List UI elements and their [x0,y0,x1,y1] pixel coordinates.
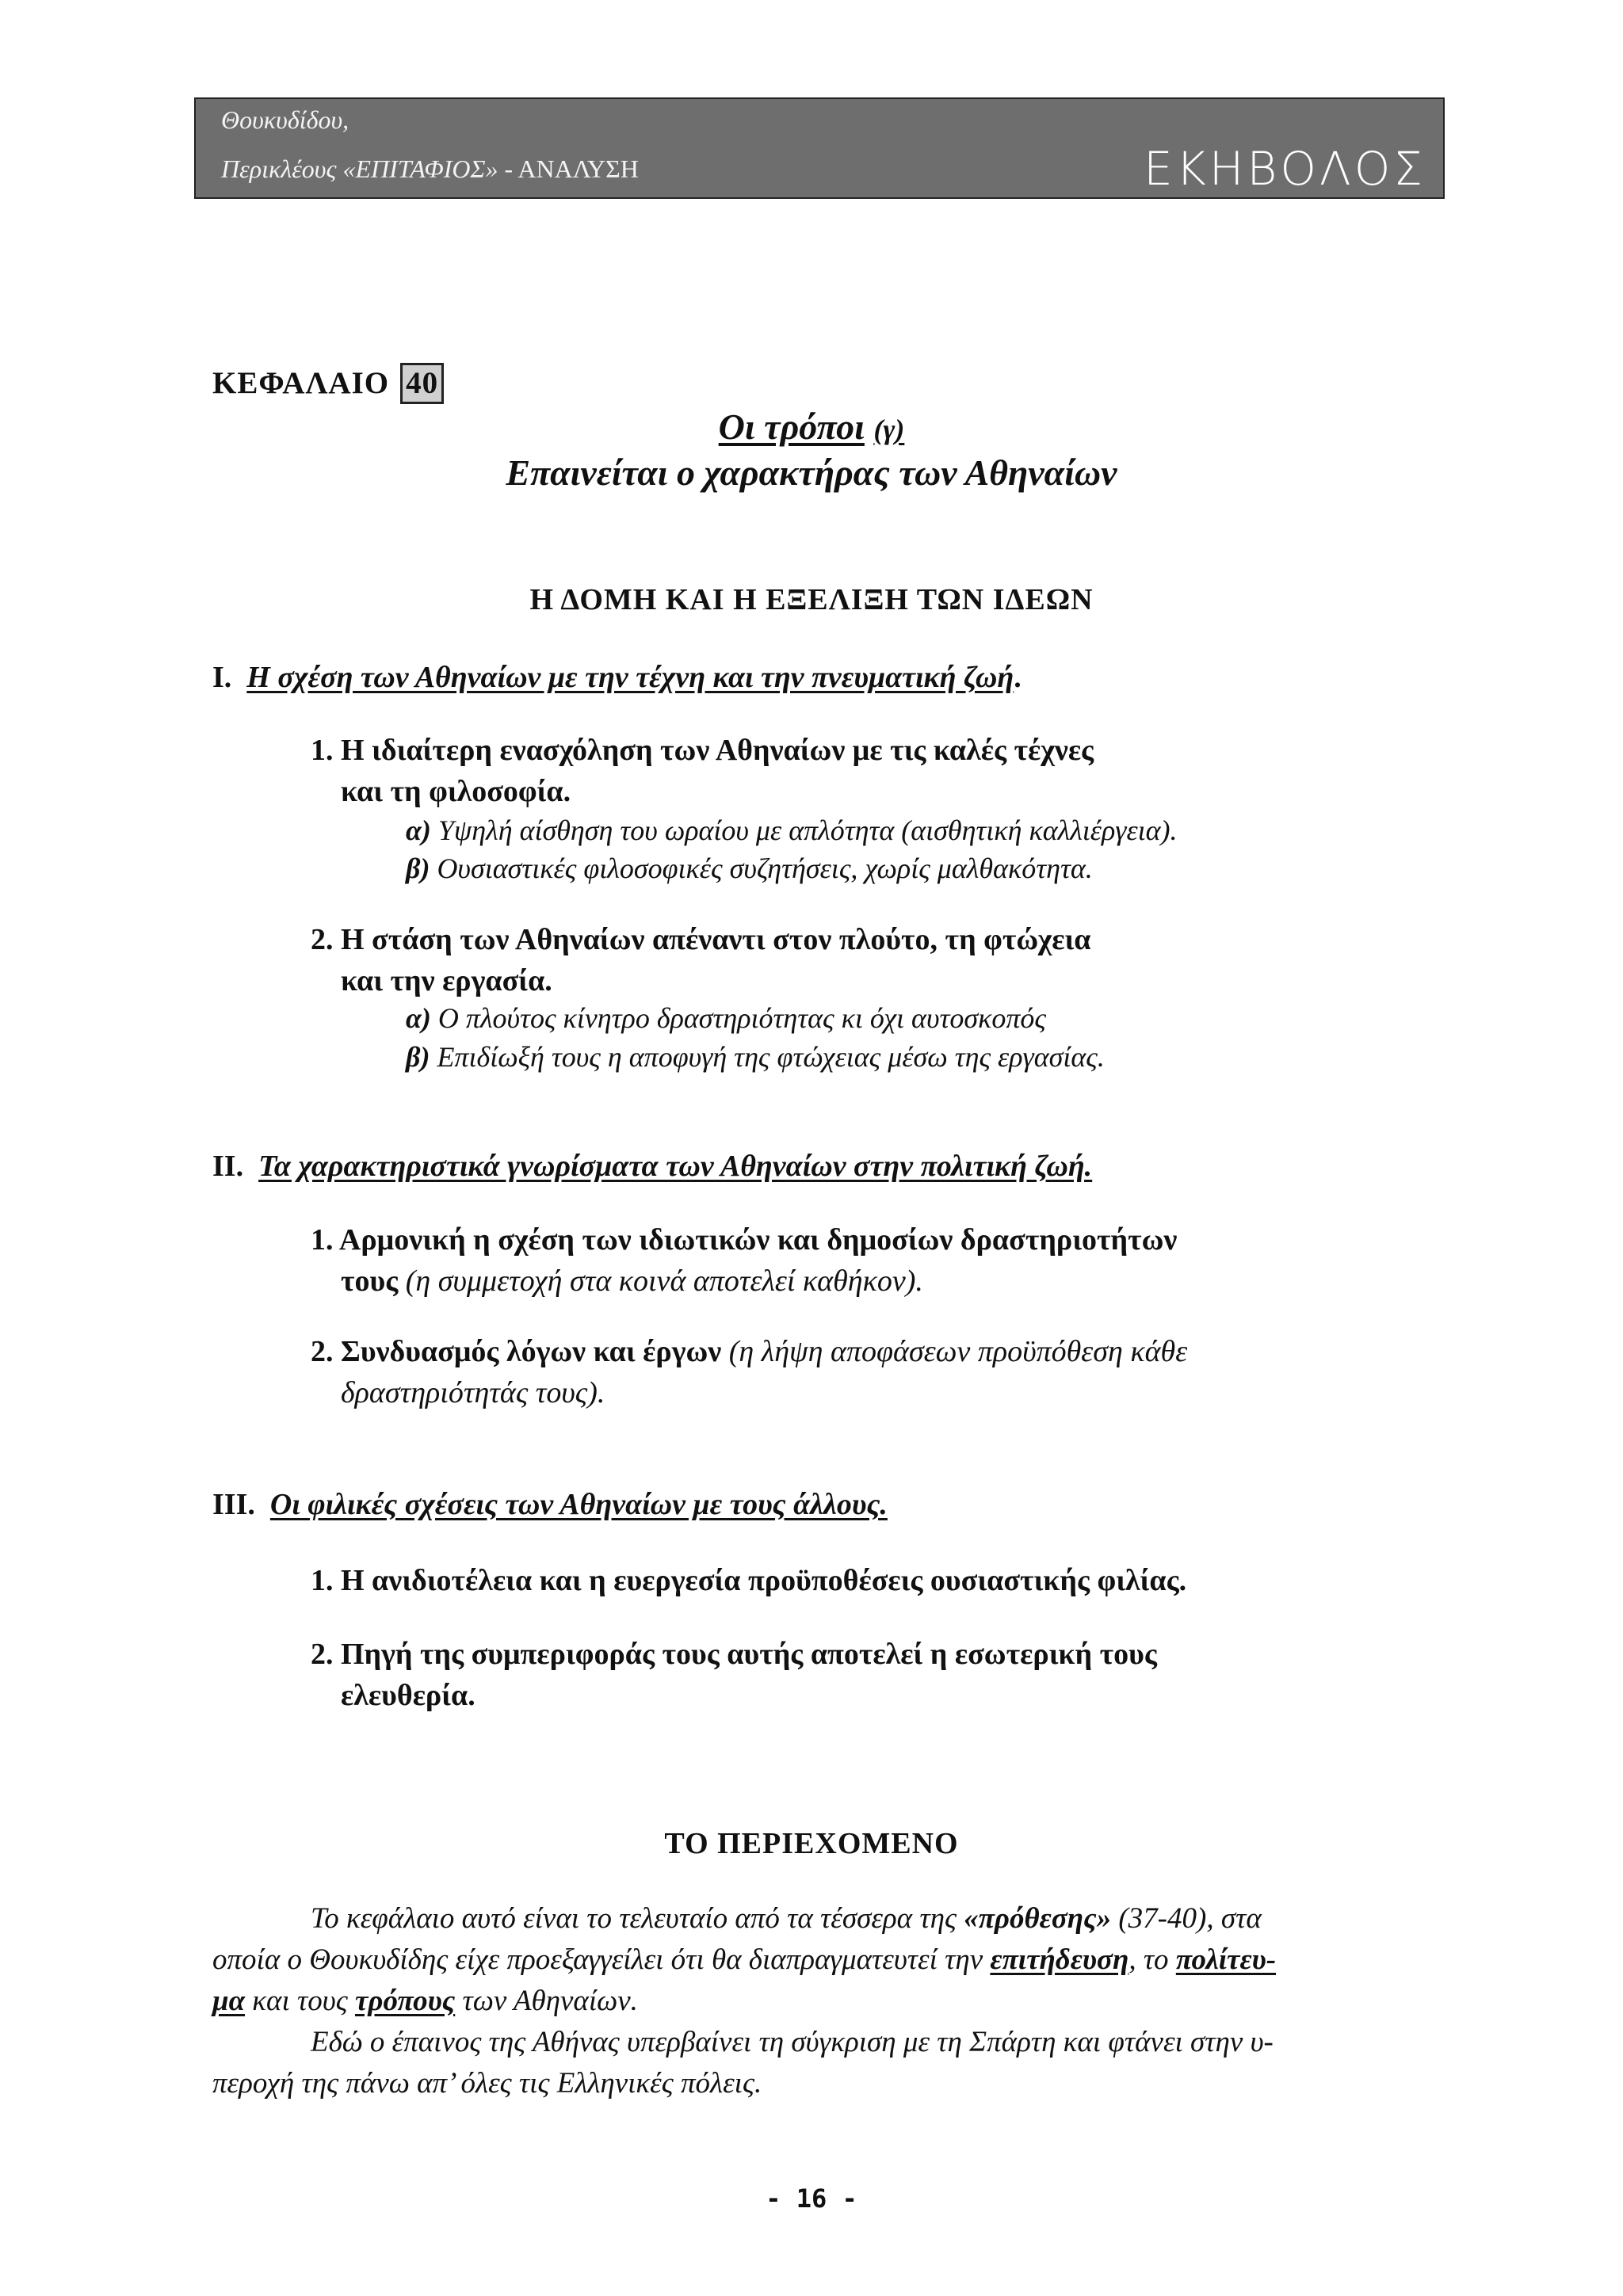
emphasis: μα [212,1985,246,2017]
label-b: β) [406,852,430,884]
italic-part: (η λήψη αποφάσεων προϋπόθεση κάθε [721,1335,1188,1368]
section-2-item-2-cont: δραστηριότητάς τους). [341,1376,605,1409]
publisher-logo: ΕΚΗΒΟΛΟΣ [1144,142,1426,196]
section-2-item-2 [311,1334,1187,1369]
section-1-item-2-cont: και την εργασία. [341,964,552,997]
emphasis: επιτήδευση [990,1943,1129,1976]
section-1-item-2: 2. Η στάση των Αθηναίων απέναντι στον πλούτο, τη φτώχεια [311,923,1091,956]
section-1-number: Ι. [212,661,232,694]
header-title [221,154,639,184]
structure-heading: Η ΔΟΜΗ ΚΑΙ Η ΕΞΕΛΙΞΗ ΤΩΝ ΙΔΕΩΝ [529,583,1094,616]
label-a: α) [406,814,431,846]
content-paragraph-1-line-2 [212,1943,1276,1977]
running-header [194,97,1445,199]
section-2-title: Τα χαρακτηριστικά γνωρίσματα των Αθηναίων στην πολιτική ζωή. [258,1150,1093,1183]
text-b: Ουσιαστικές φιλοσοφικές συζητήσεις, χωρίς μαλθακότητα. [430,852,1093,884]
chapter-number: 40 [400,363,444,404]
section-1-item-2-a [406,1001,1046,1035]
header-author: Θουκυδίδου, [221,105,349,134]
section-1-heading: Ι. Η σχέση των Αθηναίων με την τέχνη και την πνευματική ζωή. [212,661,1022,694]
section-1-item-1-b [406,852,1093,885]
section-2-heading [212,1149,1092,1184]
text: των Αθηναίων. [455,1985,638,2017]
chapter-title-main: Οι τρόποι [718,406,865,447]
chapter-label [212,363,444,404]
section-2-item-1: 1. Αρμονική η σχέση των ιδιωτικών και δημοσίων δραστηριοτήτων [311,1223,1178,1257]
content-paragraph-2-line-2: περοχή της πάνω απ’ όλες τις Ελληνικές πόλεις. [212,2067,762,2100]
content-paragraph-1-line-1 [311,1901,1262,1936]
section-2-number: ΙΙ. [212,1150,244,1183]
chapter-title [0,406,1623,448]
header-work: Περικλέους «ΕΠΙΤΑΦΙΟΣ» [221,154,498,183]
page-number: - 16 - [766,2183,857,2214]
section-1-item-2-b [406,1040,1105,1074]
text-a: Υψηλή αίσθηση του ωραίου με απλότητα (αισθητική καλλιέργεια). [430,814,1178,846]
section-3-number: ΙΙΙ. [212,1488,255,1521]
section-1-item-1-a [406,814,1178,847]
header-analysis: - ΑΝΑΛΥΣΗ [498,154,639,183]
label-a: α) [406,1002,431,1034]
chapter-label-text: ΚΕΦΑΛΑΙΟ [212,366,390,400]
section-1-item-1-cont: και τη φιλοσοφία. [341,775,571,808]
label-b: β) [406,1041,430,1073]
emphasis: τρόπους [355,1985,456,2017]
content-paragraph-1-line-3 [212,1984,638,2018]
text: και τους [245,1985,355,2017]
bold-part: τους [341,1264,399,1298]
emphasis: «πρόθεσης» [964,1902,1112,1935]
section-3-item-2: 2. Πηγή της συμπεριφοράς τους αυτής αποτελεί η εσωτερική τους [311,1638,1157,1671]
content-paragraph-2-line-1: Εδώ ο έπαινος της Αθήνας υπερβαίνει τη σύγκριση με τη Σπάρτη και φτάνει στην υ- [311,2026,1274,2058]
section-1-title: Η σχέση των Αθηναίων με την τέχνη και την πνευματική ζωή [246,661,1014,694]
section-3-title: Οι φιλικές σχέσεις των Αθηναίων με τους άλλους. [269,1488,888,1521]
section-1-item-1: 1. Η ιδιαίτερη ενασχόληση των Αθηναίων με τις καλές τέχνες [311,734,1094,767]
text: , το [1128,1943,1176,1976]
text: (37-40), στα [1111,1902,1262,1935]
chapter-subtitle: Επαινείται ο χαρακτήρας των Αθηναίων [506,452,1117,493]
text-b: Επιδίωξή τους η αποφυγή της φτώχειας μέσω της εργασίας. [430,1041,1105,1073]
section-3-item-2-cont: ελευθερία. [341,1679,475,1712]
text: οποία ο Θουκυδίδης είχε προεξαγγείλει ότι θα διαπραγματευτεί την [212,1943,991,1976]
chapter-title-suffix: (γ) [873,414,905,445]
italic-part: (η συμμετοχή στα κοινά αποτελεί καθήκον). [398,1264,923,1298]
bold-part: 2. Συνδυασμός λόγων και έργων [311,1335,722,1368]
content-heading: ΤΟ ΠΕΡΙΕΧΟΜΕΝΟ [664,1827,959,1860]
section-3-item-1: 1. Η ανιδιοτέλεια και η ευεργεσία προϋποθέσεις ουσιαστικής φιλίας. [311,1564,1187,1597]
section-3-heading [212,1487,888,1522]
section-2-item-1-cont [341,1264,923,1299]
emphasis: πολίτευ- [1175,1943,1277,1976]
text-a: Ο πλούτος κίνητρο δραστηριότητας κι όχι αυτοσκοπός [430,1002,1047,1034]
text: Το κεφάλαιο αυτό είναι το τελευταίο από τα τέσσερα της [311,1902,964,1935]
